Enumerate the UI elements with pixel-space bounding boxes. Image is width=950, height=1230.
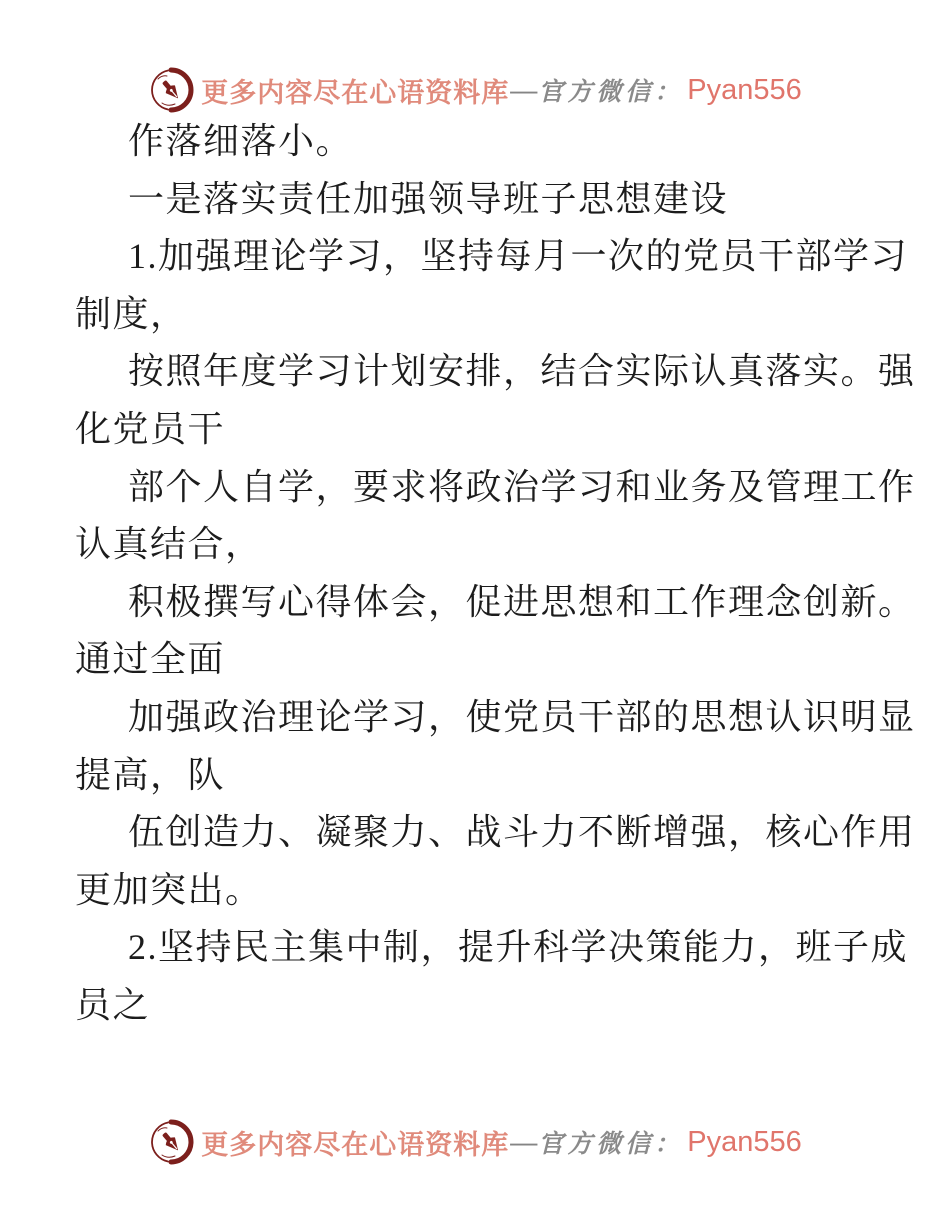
text-line: 作落细落小。 — [128, 121, 354, 161]
watermark-dash: — — [510, 1126, 538, 1157]
watermark-brand-text: 更多内容尽在心语资料库 — [201, 77, 510, 108]
pen-swirl-logo-icon — [148, 1119, 194, 1165]
text-line: 1.加强理论学习，坚持每月一次的党员干部学习 — [128, 236, 909, 277]
text-line: 员之 — [75, 984, 151, 1025]
watermark-wechat-id: Pyan556 — [687, 73, 802, 106]
text-line: 一是落实责任加强领导班子思想建设 — [128, 178, 729, 219]
document-text-block — [75, 113, 916, 1035]
watermark-wechat-label: 官方微信： — [538, 77, 684, 106]
watermark-wechat-id: Pyan556 — [687, 1125, 802, 1158]
text-line: 按照年度学习计划安排，结合实际认真落实。强 — [128, 351, 916, 392]
watermark-wechat-label: 官方微信： — [538, 1129, 684, 1158]
text-line: 化党员干 — [75, 408, 226, 449]
text-line: 通过全面 — [75, 639, 226, 680]
text-line: 制度， — [75, 293, 188, 334]
text-line: 加强政治理论学习，使党员干部的思想认识明显 — [128, 696, 916, 737]
text-line: 认真结合， — [75, 524, 263, 565]
text-line: 提高，队 — [75, 754, 226, 795]
text-line: 伍创造力、凝聚力、战斗力不断增强，核心作用 — [128, 812, 916, 853]
header-watermark — [0, 64, 950, 116]
text-line: 2.坚持民主集中制，提升科学决策能力，班子成 — [128, 927, 909, 968]
text-line: 积极撰写心得体会，促进思想和工作理念创新。 — [128, 581, 916, 622]
pen-swirl-logo-icon — [148, 67, 194, 113]
text-line: 更加突出。 — [75, 869, 263, 910]
watermark-brand-text: 更多内容尽在心语资料库 — [201, 1129, 510, 1160]
watermark-dash: — — [510, 74, 538, 105]
footer-watermark — [0, 1116, 950, 1168]
text-line: 部个人自学，要求将政治学习和业务及管理工作 — [128, 466, 916, 507]
